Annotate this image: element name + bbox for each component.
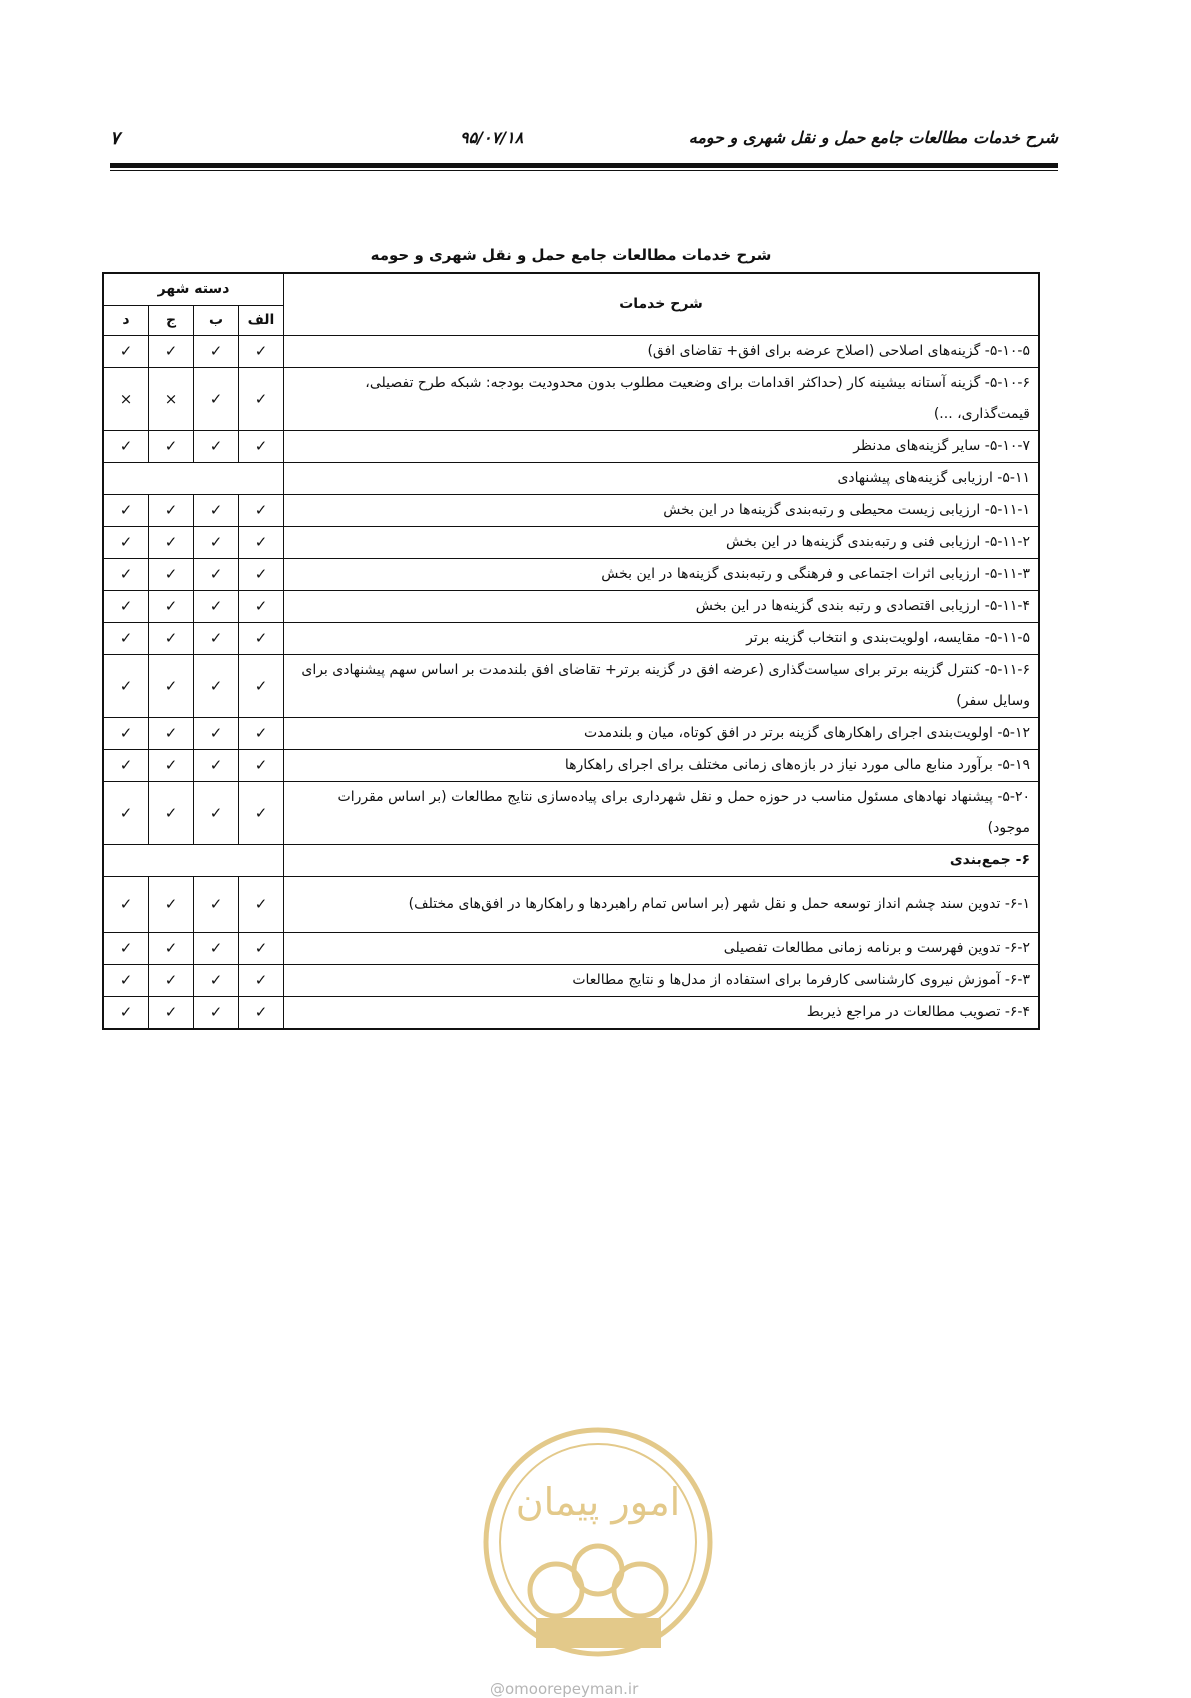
empty-category-cell <box>103 844 284 876</box>
check-mark: ✓ <box>194 654 239 717</box>
check-mark: ✓ <box>239 494 284 526</box>
service-description: ۶-۲- تدوین فهرست و برنامه زمانی مطالعات تفصیلی <box>284 932 1040 964</box>
check-mark: ✓ <box>194 526 239 558</box>
check-mark: ✓ <box>239 876 284 932</box>
table-row <box>103 526 1039 558</box>
watermark-site: @omoorepeyman.ir <box>490 1680 639 1698</box>
check-mark: ✓ <box>149 964 194 996</box>
check-mark: ✓ <box>239 367 284 430</box>
service-description: ۵-۱۱-۲- ارزیابی فنی و رتبه‌بندی گزینه‌ها در این بخش <box>284 526 1040 558</box>
table-caption: شرح خدمات مطالعات جامع حمل و نقل شهری و حومه <box>370 246 772 264</box>
check-mark: ✓ <box>149 526 194 558</box>
service-description: ۵-۱۲- اولویت‌بندی اجرای راهکارهای گزینه برتر در افق کوتاه، میان و بلندمدت <box>284 717 1040 749</box>
check-mark: ✓ <box>239 622 284 654</box>
table-row <box>103 781 1039 844</box>
empty-category-cell <box>103 462 284 494</box>
check-mark: ✓ <box>194 876 239 932</box>
category-header: ج <box>149 305 194 335</box>
check-mark: ✓ <box>149 622 194 654</box>
check-mark: ✓ <box>194 964 239 996</box>
check-mark: ✓ <box>103 654 149 717</box>
check-mark: ✓ <box>194 932 239 964</box>
check-mark: ✓ <box>103 590 149 622</box>
check-mark: ✓ <box>103 996 149 1029</box>
check-mark: ✓ <box>239 717 284 749</box>
check-mark: ✓ <box>149 932 194 964</box>
service-description: ۵-۱۰-۵- گزینه‌های اصلاحی (اصلاح عرضه برای افق+ تقاضای افق) <box>284 335 1040 367</box>
check-mark: ✓ <box>239 526 284 558</box>
check-mark: ✓ <box>194 494 239 526</box>
service-description: ۵-۱۱-۳- ارزیابی اثرات اجتماعی و فرهنگی و رتبه‌بندی گزینه‌ها در این بخش <box>284 558 1040 590</box>
check-mark: ✓ <box>149 996 194 1029</box>
service-description: ۵-۱۰-۷- سایر گزینه‌های مدنظر <box>284 430 1040 462</box>
table-row <box>103 590 1039 622</box>
check-mark: ✓ <box>149 781 194 844</box>
check-mark: ✓ <box>194 335 239 367</box>
col-group-header: دسته شهر <box>103 273 284 305</box>
table-row <box>103 749 1039 781</box>
service-description: ۵-۱۱-۱- ارزیابی زیست محیطی و رتبه‌بندی گزینه‌ها در این بخش <box>284 494 1040 526</box>
header-date: ۹۵/۰۷/۱۸ <box>460 128 524 147</box>
check-mark: ✓ <box>149 876 194 932</box>
service-description: ۵-۱۰-۶- گزینه آستانه بیشینه کار (حداکثر اقدامات برای وضعیت مطلوب بدون محدودیت بودجه: شبکه طرح تفصیلی، قیمت‌گذاری، ...) <box>284 367 1040 430</box>
table-body <box>103 335 1039 1029</box>
service-description: ۵-۱۱-۴- ارزیابی اقتصادی و رتبه بندی گزینه‌ها در این بخش <box>284 590 1040 622</box>
table-row <box>103 558 1039 590</box>
table-row <box>103 654 1039 717</box>
check-mark: ✓ <box>239 335 284 367</box>
check-mark: ✓ <box>103 335 149 367</box>
check-mark: ✓ <box>149 558 194 590</box>
category-header: الف <box>239 305 284 335</box>
check-mark: ✓ <box>103 932 149 964</box>
check-mark: ✓ <box>103 717 149 749</box>
table-row <box>103 964 1039 996</box>
table-section-row <box>103 844 1039 876</box>
watermark-logo <box>476 1420 721 1665</box>
header-rule-thick <box>110 163 1058 168</box>
check-mark: ✓ <box>239 654 284 717</box>
check-mark: ✓ <box>194 749 239 781</box>
check-mark: ✓ <box>149 749 194 781</box>
category-header: د <box>103 305 149 335</box>
table-row <box>103 335 1039 367</box>
table-row <box>103 932 1039 964</box>
watermark-logo-text: امور پیمان <box>515 1480 681 1524</box>
table-row <box>103 996 1039 1029</box>
check-mark: ✓ <box>194 590 239 622</box>
check-mark: ✓ <box>239 749 284 781</box>
service-description: ۶- جمع‌بندی <box>284 844 1040 876</box>
service-description: ۵-۲۰- پیشنهاد نهادهای مسئول مناسب در حوزه حمل و نقل شهرداری برای پیاده‌سازی نتایج مطالعات (بر اساس مقررات موجود) <box>284 781 1040 844</box>
header-title: شرح خدمات مطالعات جامع حمل و نقل شهری و حومه <box>688 128 1058 147</box>
check-mark: ✓ <box>149 590 194 622</box>
check-mark: ✓ <box>149 494 194 526</box>
check-mark: ✓ <box>194 996 239 1029</box>
check-mark: ✓ <box>149 717 194 749</box>
check-mark: ✓ <box>239 996 284 1029</box>
check-mark: ✓ <box>103 494 149 526</box>
check-mark: ✓ <box>239 932 284 964</box>
check-mark: ✓ <box>194 717 239 749</box>
check-mark: ✓ <box>103 558 149 590</box>
table-row <box>103 717 1039 749</box>
check-mark: ✓ <box>194 622 239 654</box>
check-mark: ✓ <box>239 558 284 590</box>
service-description: ۵-۱۱- ارزیابی گزینه‌های پیشنهادی <box>284 462 1040 494</box>
service-description: ۶-۱- تدوین سند چشم انداز توسعه حمل و نقل شهر (بر اساس تمام راهبردها و راهکارها در افق‌های مختلف) <box>284 876 1040 932</box>
check-mark: ✓ <box>103 622 149 654</box>
col-description-header: شرح خدمات <box>284 273 1040 335</box>
check-mark: ✓ <box>239 781 284 844</box>
check-mark: ✓ <box>194 558 239 590</box>
table-row <box>103 494 1039 526</box>
check-mark: ✓ <box>103 430 149 462</box>
check-mark: ✓ <box>149 335 194 367</box>
check-mark: ✓ <box>103 749 149 781</box>
check-mark: ✓ <box>239 964 284 996</box>
service-description: ۶-۴- تصویب مطالعات در مراجع ذیربط <box>284 996 1040 1029</box>
category-header: ب <box>194 305 239 335</box>
page-number: ۷ <box>110 128 120 149</box>
check-mark: ✓ <box>149 430 194 462</box>
table-row <box>103 430 1039 462</box>
cross-mark: × <box>103 367 149 430</box>
service-description: ۵-۱۹- برآورد منابع مالی مورد نیاز در بازه‌های زمانی مختلف برای اجرای راهکارها <box>284 749 1040 781</box>
check-mark: ✓ <box>103 526 149 558</box>
page-header <box>110 128 1058 152</box>
check-mark: ✓ <box>194 367 239 430</box>
check-mark: ✓ <box>103 781 149 844</box>
table-section-row <box>103 462 1039 494</box>
service-description: ۵-۱۱-۶- کنترل گزینه برتر برای سیاست‌گذاری (عرضه افق در گزینه برتر+ تقاضای افق بلندمدت بر اساس سهم پیشنهادی برای وسایل سفر) <box>284 654 1040 717</box>
service-description: ۵-۱۱-۵- مقایسه، اولویت‌بندی و انتخاب گزینه برتر <box>284 622 1040 654</box>
service-description: ۶-۳- آموزش نیروی کارشناسی کارفرما برای استفاده از مدل‌ها و نتایج مطالعات <box>284 964 1040 996</box>
check-mark: ✓ <box>103 876 149 932</box>
table-row <box>103 367 1039 430</box>
check-mark: ✓ <box>194 781 239 844</box>
check-mark: ✓ <box>239 590 284 622</box>
check-mark: ✓ <box>239 430 284 462</box>
check-mark: ✓ <box>149 654 194 717</box>
check-mark: ✓ <box>194 430 239 462</box>
table-row <box>103 876 1039 932</box>
table-row <box>103 622 1039 654</box>
services-table <box>102 272 1040 1030</box>
header-rule-thin <box>110 170 1058 171</box>
check-mark: ✓ <box>103 964 149 996</box>
cross-mark: × <box>149 367 194 430</box>
